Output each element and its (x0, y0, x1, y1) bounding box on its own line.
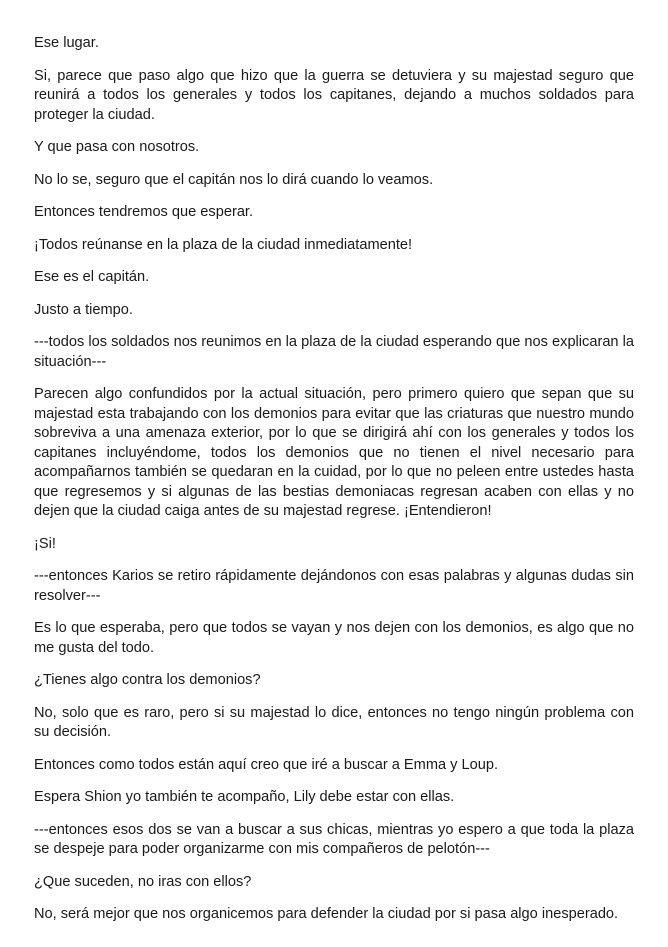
paragraph: ¿Que suceden, no iras con ellos? (34, 873, 252, 890)
paragraph: Es lo que esperaba, pero que todos se vayan y nos dejen con los demonios, es algo que no me gusta del todo. (34, 620, 634, 656)
paragraph: No, será mejor que nos organicemos para defender la ciudad por si pasa algo inesperado. (34, 906, 619, 922)
paragraph: No lo se, seguro que el capitán nos lo dirá cuando lo veamos. (34, 171, 434, 188)
paragraph: ¿Tienes algo contra los demonios? (34, 672, 261, 688)
paragraph: ---entonces esos dos se van a buscar a sus chicas, mientras yo espero a que toda la plaza se despeje para poder organizarme con mis compañeros de pelotón--- (34, 821, 634, 857)
paragraph: ---todos los soldados nos reunimos en la plaza de la ciudad esperando que nos explicaran la situación--- (34, 334, 634, 370)
paragraph: Si, parece que paso algo que hizo que la guerra se detuviera y su majestad seguro que reunirá a todos los generales y todos los capitanes, dejando a muchos soldados para proteger la ciudad. (34, 67, 634, 123)
paragraph: No, solo que es raro, pero si su majestad lo dice, entonces no tengo ningún problema con su decisión. (34, 704, 634, 740)
paragraph: Y que pasa con nosotros. (34, 139, 200, 155)
paragraph: Parecen algo confundidos por la actual situación, pero primero quiero que sepan que su majestad esta trabajando con los demonios para evitar que las criaturas que nuestro mundo sobreviva a una amenaza exterior, por lo que se dirigirá ahí con los generales y todos los capitanes incluyéndome, todos los demonios que no tienen el nivel necesario para acompañarnos también se quedaran en la cuidad, por lo que no peleen entre ustedes hasta que regresemos y si algunas de las bestias demoniacas regresan acaben con ellas y no dejen que la ciudad caiga antes de su majestad regrese. ¡Entendieron! (34, 386, 634, 519)
paragraph: ¡Si! (34, 535, 56, 552)
paragraph: ---entonces Karios se retiro rápidamente dejándonos con esas palabras y algunas dudas sin resolver--- (34, 568, 634, 604)
paragraph: Entonces tendremos que esperar. (34, 204, 254, 220)
document-page (34, 34, 634, 938)
paragraph: Ese es el capitán. (34, 269, 150, 285)
paragraph: ¡Todos reúnanse en la plaza de la ciudad inmediatamente! (34, 236, 413, 253)
paragraph: Entonces como todos están aquí creo que iré a buscar a Emma y Loup. (34, 756, 499, 773)
paragraph: Justo a tiempo. (34, 301, 133, 318)
paragraph: Espera Shion yo también te acompaño, Lily debe estar con ellas. (34, 789, 455, 805)
paragraph: Ese lugar. (34, 35, 99, 51)
